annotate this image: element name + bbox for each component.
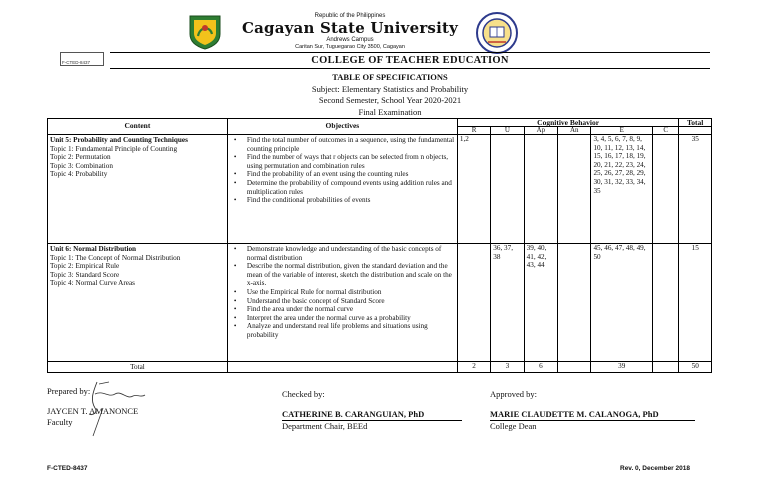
c-items-cell [653, 244, 679, 362]
total-header: Total [679, 119, 712, 127]
objective-item: • Find the probability of an event using the counting rules [232, 170, 455, 179]
semester-line: Second Semester, School Year 2020-2021 [318, 95, 462, 105]
total-u: 3 [491, 362, 524, 373]
objectives-list [230, 136, 455, 205]
objective-item: • Analyze and understand real life problems and situations using probability [232, 322, 455, 339]
form-code-box: F-CTED-8437 [60, 52, 104, 66]
u-items-cell [491, 135, 524, 244]
c-items-cell [653, 135, 679, 244]
unit-title: Unit 6: Normal Distribution [50, 245, 137, 253]
header-rule-bottom [110, 68, 710, 69]
table-row [48, 244, 712, 362]
topic-item: Topic 4: Normal Curve Areas [50, 279, 135, 288]
objective-item: • Find the area under the normal curve [232, 305, 455, 314]
total-e: 39 [591, 362, 653, 373]
objective-item: • Determine the probability of compound events using addition rules and multiplication rules [232, 179, 455, 196]
ap-items-cell [524, 135, 557, 244]
level-header-e: E [591, 127, 653, 135]
objective-item: • Find the conditional probabilities of events [232, 196, 455, 205]
r-items-cell [457, 244, 490, 362]
total-r: 2 [457, 362, 490, 373]
content-header: Content [48, 119, 228, 135]
e-items-cell: 3, 4, 5, 6, 7, 8, 9, 10, 11, 12, 13, 14, 15, 16, 17, 18, 19, 20, 21, 22, 23, 24, 25, 26, 27, 28, 29, 30, 31, 32, 33, 34, 35 [591, 135, 653, 244]
total-an [558, 362, 591, 373]
objective-item: • Interpret the area under the normal curve as a probability [232, 314, 455, 323]
footer-revision: Rev. 0, December 2018 [620, 465, 690, 472]
totals-row [48, 362, 712, 373]
topic-item: Topic 2: Permutation [50, 153, 111, 162]
total-c [653, 362, 679, 373]
checked-by-block [282, 389, 462, 432]
objective-item: • Demonstrate knowledge and understanding of the basic concepts of normal distribution [232, 245, 455, 262]
an-items-cell [558, 244, 591, 362]
topic-item: Topic 4: Probability [50, 170, 108, 179]
exam-line: Final Examination [358, 106, 422, 117]
objective-item: • Find the total number of outcomes in a sequence, using the fundamental counting principle [232, 136, 455, 153]
approved-by-role: College Dean [490, 420, 695, 432]
level-header-an: An [558, 127, 591, 135]
topic-item: Topic 3: Standard Score [50, 270, 120, 279]
objectives-header: Objectives [227, 119, 457, 135]
ap-items-cell: 39, 40, 41, 42, 43, 44 [524, 244, 557, 362]
approved-by-label: Approved by: [490, 389, 537, 399]
csu-left-logo [188, 14, 222, 50]
table-row [48, 135, 712, 244]
header-row [48, 119, 712, 127]
unit-content-cell [48, 135, 228, 244]
subject-line: Subject: Elementary Statistics and Probability [311, 83, 469, 94]
totals-label: Total [48, 362, 228, 373]
unit-objectives-cell [227, 135, 457, 244]
objective-item: • Describe the normal distribution, given the standard deviation and the mean of the variable of interest, sketch the distribution and scale on the x-axis. [232, 262, 455, 288]
republic-line: Republic of the Philippines [314, 13, 386, 19]
level-header-c: C [653, 127, 679, 135]
objective-item: • Find the number of ways that r objects can be selected from n objects, using permutation and combination rules [232, 153, 455, 170]
cognitive-behavior-header: Cognitive Behavior [457, 119, 679, 127]
prepared-by-name: JAYCEN T. AMANONCE [47, 406, 139, 416]
document-titles [190, 72, 590, 118]
total-ap: 6 [524, 362, 557, 373]
totals-objectives-cell [227, 362, 457, 373]
topic-item: Topic 1: The Concept of Normal Distribution [50, 253, 181, 262]
specifications-table [47, 118, 712, 373]
unit-total-cell: 35 [679, 135, 712, 244]
unit-total-cell: 15 [679, 244, 712, 362]
approved-by-block [490, 389, 695, 432]
prepared-by-role: Faculty [47, 417, 73, 427]
prepared-by-label: Prepared by: [47, 386, 91, 396]
header-rule-top [110, 52, 710, 53]
checked-by-label: Checked by: [282, 389, 325, 399]
college-name: COLLEGE OF TEACHER EDUCATION [311, 55, 509, 66]
objective-item: • Understand the basic concept of Standard Score [232, 297, 455, 306]
topic-item: Topic 2: Empirical Rule [50, 262, 120, 271]
objectives-list [230, 245, 455, 340]
an-items-cell [558, 135, 591, 244]
total-subheader [679, 127, 712, 135]
university-header [240, 12, 460, 51]
handwritten-signature [75, 378, 180, 438]
grand-total: 50 [679, 362, 712, 373]
r-items-cell: 1,2 [457, 135, 490, 244]
level-header-u: U [491, 127, 524, 135]
campus-address: Caritan Sur, Tuguegarao City 3500, Cagayan [295, 44, 405, 50]
unit-title: Unit 5: Probability and Counting Techniques [50, 136, 188, 144]
level-header-r: R [457, 127, 490, 135]
objective-item: • Use the Empirical Rule for normal distribution [232, 288, 455, 297]
college-seal-logo [476, 12, 518, 54]
campus-name: Andrews Campus [326, 37, 374, 43]
document-title: TABLE OF SPECIFICATIONS [332, 72, 448, 82]
footer-form-code: F-CTED-8437 [47, 465, 88, 472]
topic-item: Topic 1: Fundamental Principle of Counting [50, 144, 178, 153]
university-name: Cagayan State University [241, 19, 459, 37]
unit-objectives-cell [227, 244, 457, 362]
checked-by-role: Department Chair, BEEd [282, 420, 462, 432]
u-items-cell: 36, 37, 38 [491, 244, 524, 362]
level-header-ap: Ap [524, 127, 557, 135]
topic-item: Topic 3: Combination [50, 161, 113, 170]
e-items-cell: 45, 46, 47, 48, 49, 50 [591, 244, 653, 362]
checked-by-name: CATHERINE B. CARANGUIAN, PhD [282, 409, 425, 419]
approved-by-name: MARIE CLAUDETTE M. CALANOGA, PhD [490, 409, 659, 419]
unit-content-cell [48, 244, 228, 362]
